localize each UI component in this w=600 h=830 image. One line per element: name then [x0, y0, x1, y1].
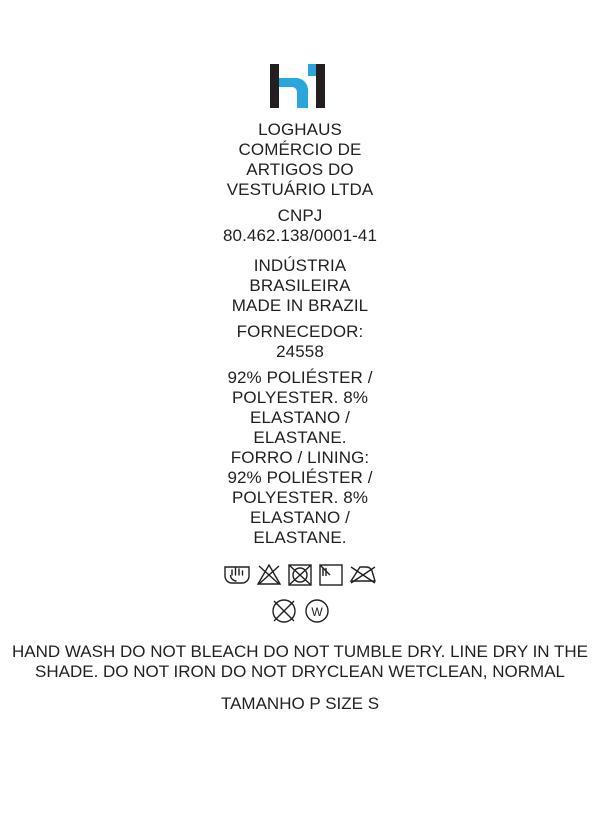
care-line: WETCLEAN, [388, 662, 488, 681]
wetclean-normal-symbol [302, 597, 332, 630]
supplier-value: 24558 [276, 342, 324, 361]
care-line: DO NOT DRYCLEAN [220, 662, 384, 681]
composition-line: 92% POLIÉSTER / [227, 468, 373, 487]
composition-line: POLYESTER. 8% [231, 488, 369, 507]
cnpj-value: 80.462.138/0001-41 [223, 226, 377, 245]
composition-line: 92% POLIÉSTER / [227, 368, 373, 387]
care-symbol-row-1 [222, 562, 378, 593]
origin-line: INDÚSTRIA [253, 256, 347, 275]
company-line: ARTIGOS DO [246, 160, 354, 179]
composition-line: ELASTANO / [250, 508, 350, 527]
company-line: COMÉRCIO DE [238, 140, 362, 159]
size-line-en: SIZE S [325, 694, 380, 713]
do-not-dryclean-symbol [269, 597, 299, 630]
care-line: NORMAL [492, 662, 565, 681]
size-line-pt: TAMANHO P [220, 694, 321, 713]
do-not-bleach-symbol [255, 562, 283, 593]
cnpj-label: CNPJ [277, 206, 323, 225]
supplier-block [237, 322, 364, 362]
care-line: DO NOT TUMBLE [263, 642, 403, 661]
origin-line: BRASILEIRA [249, 276, 351, 295]
cnpj-block [223, 206, 377, 246]
supplier-label: FORNECEDOR: [236, 322, 364, 341]
composition-line: FORRO / LINING: [230, 448, 370, 467]
do-not-iron-symbol [348, 562, 378, 593]
size-block [221, 694, 379, 714]
care-symbol-row-2 [269, 597, 332, 630]
origin-block [232, 256, 368, 316]
care-symbols [222, 562, 378, 630]
company-name [227, 120, 374, 200]
composition-line: ELASTANE. [253, 428, 347, 447]
composition-line: ELASTANO / [250, 408, 350, 427]
care-line: DO NOT BLEACH [120, 642, 259, 661]
care-line: SHADE. [35, 662, 99, 681]
composition-block [227, 368, 372, 548]
care-line: LINE DRY IN THE [450, 642, 588, 661]
composition-line: POLYESTER. 8% [231, 388, 369, 407]
composition-line: ELASTANE. [253, 528, 347, 547]
care-line: DO NOT IRON [103, 662, 217, 681]
do-not-tumble-dry-symbol [286, 562, 314, 593]
company-line: LOGHAUS [258, 120, 342, 139]
care-line: HAND WASH [12, 642, 116, 661]
origin-line: MADE IN BRAZIL [231, 296, 369, 315]
line-dry-in-shade-symbol [317, 562, 345, 593]
hand-wash-symbol [222, 562, 252, 593]
care-instructions [0, 642, 600, 682]
loghaus-logo [264, 62, 336, 110]
company-line: VESTUÁRIO LTDA [226, 180, 374, 199]
svg-text:W: W [310, 605, 323, 619]
care-line: DRY. [407, 642, 446, 661]
